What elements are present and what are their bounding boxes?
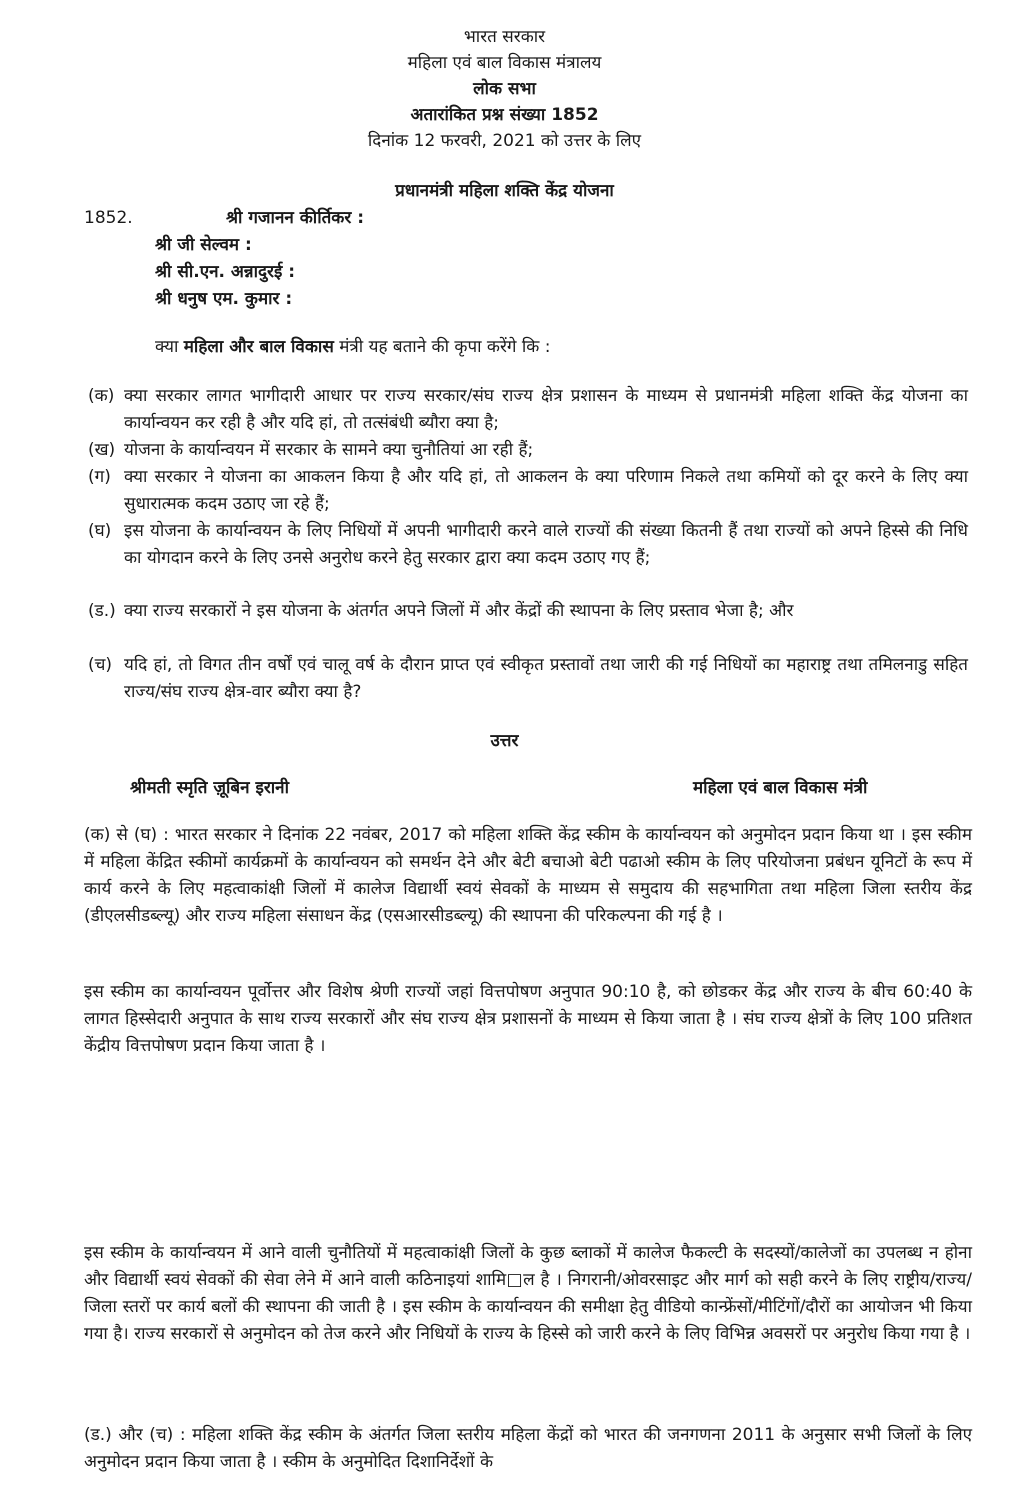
respondent-name: श्रीमती स्मृति ज़ूबिन इरानी [130,778,290,798]
header-ministry: महिला एवं बाल विकास मंत्रालय [407,53,602,73]
subject-title: प्रधानमंत्री महिला शक्ति केंद्र योजना [395,181,614,201]
intro-minister: महिला और बाल विकास [183,337,334,357]
question-text: क्या सरकार लागत भागीदारी आधार पर राज्य सरकार/संघ राज्य क्षेत्र प्रशासन के माध्यम से प्रधानमंत्री महिला शक्ति केंद्र योजना का कार्यान्वयन कर रही है और यदि हां, तो तत्संबंधी ब्यौरा क्या है; [124,386,968,433]
question-text: क्या राज्य सरकारों ने इस योजना के अंतर्गत अपने जिलों में और केंद्रों की स्थापना के लिए प्रस्ताव भेजा है; और [124,601,794,621]
question-text: इस योजना के कार्यान्वयन के लिए निधियों में अपनी भागीदारी करने वाले राज्यों की संख्या कितनी हैं तथा राज्यों को अपने हिस्से की निधि का योगदान करने के लिए उनसे अनुरोध करने हेतु सरकार द्वारा क्या कदम उठाए गए हैं; [124,521,968,568]
member-name-3: श्री सी.एन. अन्नादुरई : [155,262,296,282]
respondent-designation: महिला एवं बाल विकास मंत्री [693,778,868,798]
question-marker: (क) [88,386,115,406]
answer-heading: उत्तर [490,731,519,751]
member-name-2: श्री जी सेल्वम : [155,235,252,255]
answer-paragraph: इस स्कीम के कार्यान्वयन में आने वाली चुनौतियों में महत्वाकांक्षी जिलों के कुछ ब्लाकों में कालेज फैकल्टी के सदस्यों/कालेजों का उपलब्ध न होना और विद्यार्थी स्वयं सेवकों की सेवा लेने में आने वाली कठिनाइयां शामि□ल है । निगरानी/ओवरसाइट और मार्ग को सही करने के लिए राष्ट्रीय/राज्य/जिला स्तरों पर कार्य बलों की स्थापना की जाती है । इस स्कीम के कार्यान्वयन की समीक्षा हेतु वीडियो कान्फ्रेंसों/मीटिंगों/दौरों का आयोजन भी किया गया है। राज्य सरकारों से अनुमोदन को तेज करने और निधियों के राज्य के हिस्से को जारी करने के लिए विभिन्न अवसरों पर अनुरोध किया गया है । [84,1243,972,1344]
answer-paragraph: (क) से (घ) : भारत सरकार ने दिनांक 22 नवंबर, 2017 को महिला शक्ति केंद्र स्कीम के कार्यान्वयन को अनुमोदन प्रदान किया था । इस स्कीम में महिला केंद्रित स्कीमों कार्यक्रमों के कार्यान्वयन को समर्थन देने और बेटी बचाओ बेटी पढाओ स्कीम के लिए परियोजना प्रबंधन यूनिटों के रूप में कार्य करने के लिए महत्वाकांक्षी जिलों में कालेज विद्यार्थी स्वयं सेवकों के माध्यम से समुदाय की सहभागिता तथा महिला जिला स्तरीय केंद्र (डीएलसीडब्ल्यू) और राज्य महिला संसाधन केंद्र (एसआरसीडब्ल्यू) की स्थापना की परिकल्पना की गई है । [84,825,972,926]
intro-prefix: क्या [155,337,184,357]
question-item [88,652,968,706]
header-government: भारत सरकार [463,27,546,47]
question-intro [155,334,551,360]
question-item [88,383,968,437]
member-name-1: श्री गजानन कीर्तिकर : [226,208,365,228]
member-name-4: श्री धनुष एम. कुमार : [155,289,293,309]
question-text: क्या सरकार ने योजना का आकलन किया है और यदि हां, तो आकलन के क्या परिणाम निकले तथा कमियों को दूर करने के लिए क्या सुधारात्मक कदम उठाए जा रहे हैं; [124,467,968,514]
header-question-title: अतारांकित प्रश्न संख्या 1852 [410,105,599,125]
question-item [88,437,968,464]
question-marker: (घ) [88,521,112,541]
question-text: यदि हां, तो विगत तीन वर्षों एवं चालू वर्ष के दौरान प्राप्त एवं स्वीकृत प्रस्तावों तथा जारी की गई निधियों का महाराष्ट्र तथा तमिलनाडु सहित राज्य/संघ राज्य क्षेत्र-वार ब्यौरा क्या है? [124,655,968,702]
question-marker: (ड.) [88,601,116,621]
header-house: लोक सभा [473,79,536,99]
answer-paragraph: (ड.) और (च) : महिला शक्ति केंद्र स्कीम के अंतर्गत जिला स्तरीय महिला केंद्रों को भारत की जनगणना 2011 के अनुसार सभी जिलों के लिए अनुमोदन प्रदान किया जाता है । स्कीम के अनुमोदित दिशानिर्देशों के [84,1425,972,1472]
answer-paragraph: इस स्कीम का कार्यान्वयन पूर्वोत्तर और विशेष श्रेणी राज्यों जहां वित्तपोषण अनुपात 90:10 है, को छोडकर केंद्र और राज्य के बीच 60:40 के लागत हिस्सेदारी अनुपात के साथ राज्य सरकारों और संघ राज्य क्षेत्र प्रशासनों के माध्यम से किया जाता है । संघ राज्य क्षेत्रों के लिए 100 प्रतिशत केंद्रीय वित्तपोषण प्रदान किया जाता है । [84,982,972,1056]
question-marker: (च) [88,655,113,675]
question-item [88,464,968,518]
question-item [88,518,968,572]
question-number: 1852. [84,208,133,228]
question-text: योजना के कार्यान्वयन में सरकार के सामने क्या चुनौतियां आ रही हैं; [124,440,534,460]
question-marker: (ख) [88,440,116,460]
question-item [88,598,968,625]
question-marker: (ग) [88,467,111,487]
header-answer-date: दिनांक 12 फरवरी, 2021 को उत्तर के लिए [367,131,642,151]
intro-suffix: मंत्री यह बताने की कृपा करेंगे कि : [333,337,551,357]
